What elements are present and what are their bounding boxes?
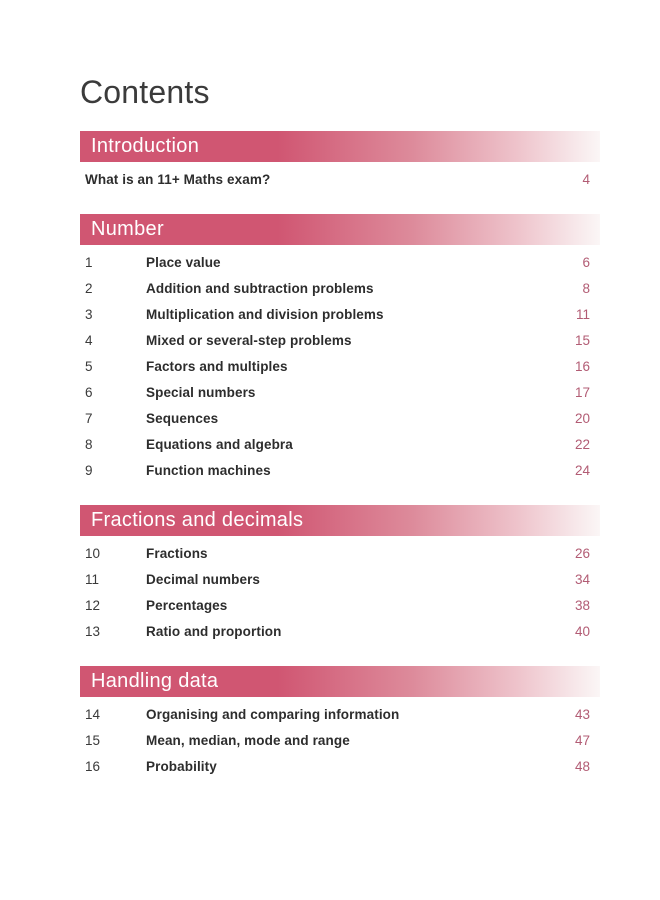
chapter-number: 5 bbox=[85, 358, 93, 374]
section-heading: Handling data bbox=[91, 670, 219, 692]
section-heading: Fractions and decimals bbox=[91, 509, 304, 531]
page-number: 22 bbox=[574, 436, 590, 452]
toc-row bbox=[80, 592, 600, 618]
page-number: 4 bbox=[582, 171, 590, 187]
chapter-title: What is an 11+ Maths exam? bbox=[85, 171, 271, 187]
chapter-title: Place value bbox=[146, 254, 221, 270]
chapter-number: 3 bbox=[85, 306, 93, 322]
section-rows bbox=[80, 701, 600, 779]
chapter-title: Fractions bbox=[146, 545, 208, 561]
chapter-number: 16 bbox=[85, 758, 101, 774]
toc-row bbox=[80, 249, 600, 275]
page-number: 43 bbox=[574, 706, 590, 722]
chapter-title: Equations and algebra bbox=[146, 436, 293, 452]
chapter-number: 8 bbox=[85, 436, 93, 452]
toc-row bbox=[80, 701, 600, 727]
page-number: 26 bbox=[574, 545, 590, 561]
page-number: 47 bbox=[574, 732, 590, 748]
toc-section bbox=[80, 666, 600, 779]
toc-row bbox=[80, 431, 600, 457]
chapter-number: 6 bbox=[85, 384, 93, 400]
chapter-number: 10 bbox=[85, 545, 101, 561]
toc-row bbox=[80, 275, 600, 301]
toc-row bbox=[80, 301, 600, 327]
toc-row bbox=[80, 727, 600, 753]
section-heading: Introduction bbox=[91, 135, 200, 157]
toc-row bbox=[80, 353, 600, 379]
page-number: 38 bbox=[574, 597, 590, 613]
toc-row bbox=[80, 566, 600, 592]
section-banner bbox=[80, 131, 600, 162]
toc-row bbox=[80, 457, 600, 483]
chapter-title: Addition and subtraction problems bbox=[146, 280, 374, 296]
page-number: 20 bbox=[574, 410, 590, 426]
section-rows bbox=[80, 540, 600, 644]
chapter-title: Probability bbox=[146, 758, 217, 774]
section-heading: Number bbox=[91, 218, 164, 240]
toc-row bbox=[80, 618, 600, 644]
page-number: 48 bbox=[574, 758, 590, 774]
toc-section bbox=[80, 214, 600, 483]
chapter-number: 4 bbox=[85, 332, 93, 348]
toc-row bbox=[80, 379, 600, 405]
chapter-number: 11 bbox=[85, 571, 100, 587]
page-number: 34 bbox=[574, 571, 590, 587]
toc-row bbox=[80, 405, 600, 431]
toc-section bbox=[80, 131, 600, 192]
page-number: 11 bbox=[575, 306, 590, 322]
chapter-title: Mean, median, mode and range bbox=[146, 732, 350, 748]
chapter-title: Multiplication and division problems bbox=[146, 306, 384, 322]
section-banner bbox=[80, 505, 600, 536]
section-rows bbox=[80, 249, 600, 483]
page-number: 6 bbox=[582, 254, 590, 270]
chapter-title: Sequences bbox=[146, 410, 219, 426]
page-number: 16 bbox=[574, 358, 590, 374]
toc-row bbox=[80, 753, 600, 779]
toc-row bbox=[80, 166, 600, 192]
section-banner bbox=[80, 666, 600, 697]
chapter-number: 15 bbox=[85, 732, 101, 748]
chapter-title: Mixed or several-step problems bbox=[146, 332, 352, 348]
chapter-title: Organising and comparing information bbox=[146, 706, 400, 722]
chapter-number: 13 bbox=[85, 623, 101, 639]
chapter-number: 12 bbox=[85, 597, 101, 613]
page-number: 15 bbox=[574, 332, 590, 348]
toc-section bbox=[80, 505, 600, 644]
chapter-number: 9 bbox=[85, 462, 93, 478]
chapter-title: Function machines bbox=[146, 462, 271, 478]
chapter-title: Ratio and proportion bbox=[146, 623, 282, 639]
chapter-number: 7 bbox=[85, 410, 93, 426]
section-rows bbox=[80, 166, 600, 192]
chapter-title: Factors and multiples bbox=[146, 358, 288, 374]
page-number: 40 bbox=[574, 623, 590, 639]
page-title: Contents bbox=[80, 74, 210, 110]
toc-row bbox=[80, 327, 600, 353]
toc-row bbox=[80, 540, 600, 566]
section-banner bbox=[80, 214, 600, 245]
chapter-number: 2 bbox=[85, 280, 93, 296]
chapter-title: Special numbers bbox=[146, 384, 256, 400]
chapter-title: Percentages bbox=[146, 597, 228, 613]
chapter-title: Decimal numbers bbox=[146, 571, 261, 587]
toc-sections bbox=[80, 131, 600, 779]
page-number: 17 bbox=[574, 384, 590, 400]
page-number: 8 bbox=[582, 280, 590, 296]
page-number: 24 bbox=[574, 462, 590, 478]
chapter-number: 1 bbox=[85, 254, 93, 270]
chapter-number: 14 bbox=[85, 706, 101, 722]
